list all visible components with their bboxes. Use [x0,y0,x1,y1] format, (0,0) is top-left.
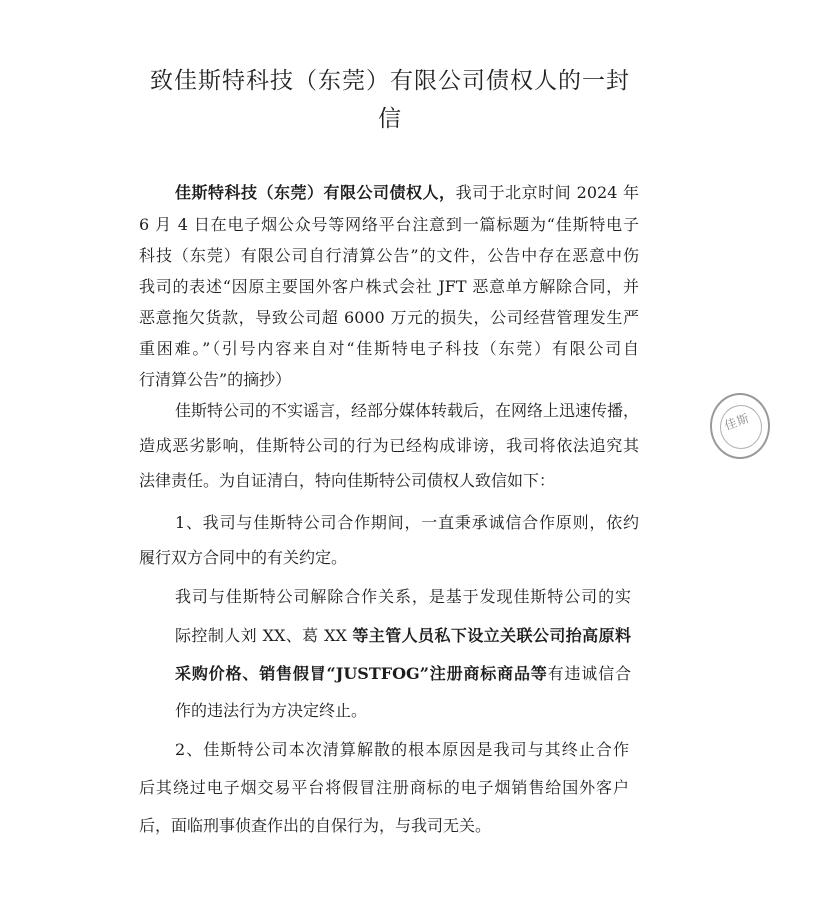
paragraph1-line-5: 恶意拖欠货款，导致公司超 6000 万元的损失，公司经营管理发生严 [139,308,639,327]
page-title [140,62,640,138]
point2-line-3: 后，面临刑事侦查作出的自保行为，与我司无关。 [139,816,492,835]
company-seal [710,393,770,459]
point2-line-1: 2、佳斯特公司本次清算解散的根本原因是我司与其终止合作 [175,740,629,759]
paragraph1-line-6: 重困难。”（引号内容来自对“佳斯特电子科技（东莞）有限公司自 [139,339,639,358]
paragraph1-line-3: 科技（东莞）有限公司自行清算公告”的文件，公告中存在恶意中伤 [139,246,639,265]
point1-line-2: 履行双方合同中的有关约定。 [139,548,348,567]
paragraph2-line-3: 法律责任。为自证清白，特向佳斯特公司债权人致信如下： [139,471,556,490]
paragraph2-line-1: 佳斯特公司的不实谣言，经部分媒体转载后，在网络上迅速传播， [175,401,640,420]
paragraph1-line-7: 行清算公告”的摘抄） [139,370,292,389]
salutation: 佳斯特科技（东莞）有限公司债权人， [175,183,456,202]
paragraph1-line-2: 6 月 4 日在电子烟公众号等网络平台注意到一篇标题为“佳斯特电子 [139,215,639,234]
point1-detail-line-3: 采购价格、销售假冒“JUSTFOG”注册商标商品等有违诚信合 [175,664,631,683]
point1-detail-line-1: 我司与佳斯特公司解除合作关系，是基于发现佳斯特公司的实 [175,587,631,606]
point1-detail-line-2: 际控制人刘 XX、葛 XX 等主管人员私下设立关联公司抬高原料 [175,626,631,645]
paragraph2-line-2: 造成恶劣影响，佳斯特公司的行为已经构成诽谤，我司将依法追究其 [139,436,639,455]
highlighted-allegation: 等主管人员私下设立关联公司抬高原料 [352,626,631,645]
point2-line-2: 后其绕过电子烟交易平台将假冒注册商标的电子烟销售给国外客户 [139,778,629,797]
title-line-1: 致佳斯特科技（东莞）有限公司债权人的一封 [150,68,630,94]
highlighted-allegation-cont: 采购价格、销售假冒“JUSTFOG”注册商标商品等 [175,664,548,683]
point1-line-1: 1、我司与佳斯特公司合作期间，一直秉承诚信合作原则，依约 [175,513,639,532]
paragraph1-line-1: 佳斯特科技（东莞）有限公司债权人，我司于北京时间 2024 年 [175,183,639,202]
point1-detail-line-4: 作的违法行为方决定终止。 [175,701,368,720]
title-line-2: 信 [378,106,402,132]
paragraph1-line-4: 我司的表述“因原主要国外客户株式会社 JFT 恶意单方解除合同，并 [139,277,639,296]
seal-text: 佳斯 [722,410,752,433]
